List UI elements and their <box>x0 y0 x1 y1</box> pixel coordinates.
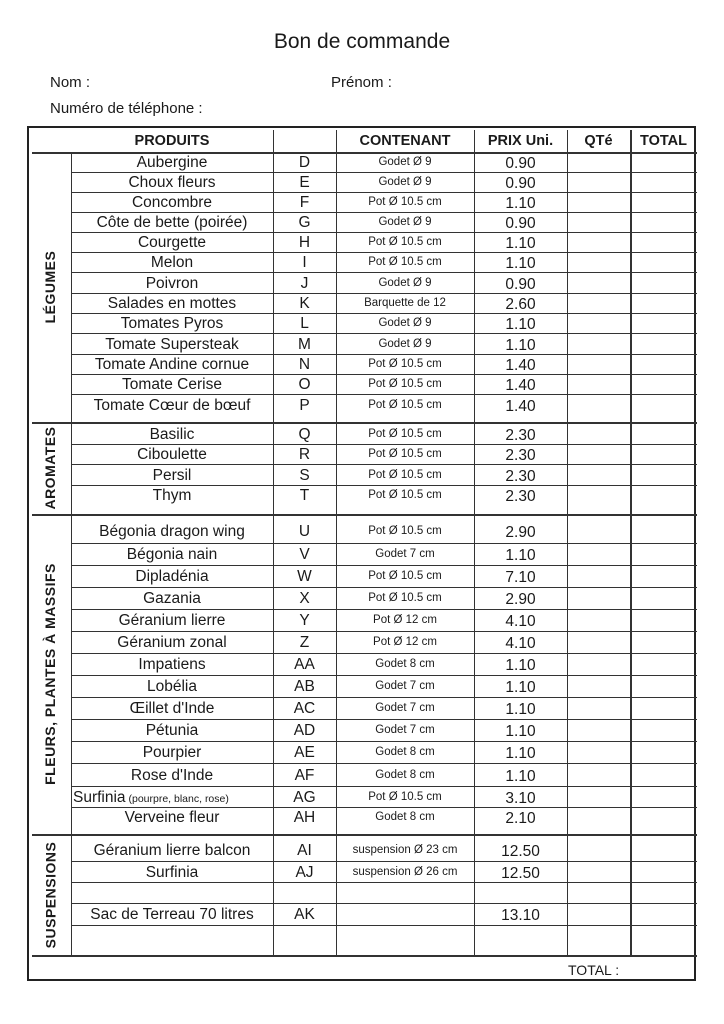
product-name: Lobélia <box>147 678 197 695</box>
container-type: Pot Ø 10.5 cm <box>368 790 442 803</box>
product-code: I <box>302 254 307 271</box>
unit-price: 0.90 <box>505 215 536 232</box>
container-type: Godet 7 cm <box>375 548 435 560</box>
container-type: suspension Ø 26 cm <box>352 865 458 878</box>
unit-price: 1.40 <box>505 357 536 374</box>
page-title: Bon de commande <box>273 30 451 53</box>
unit-price: 4.10 <box>505 635 536 652</box>
unit-price: 0.90 <box>505 275 536 293</box>
unit-price: 1.10 <box>505 723 536 740</box>
product-name: Persil <box>152 466 192 484</box>
product-name: Géranium zonal <box>117 634 227 651</box>
row-divider <box>71 252 697 253</box>
product-name: Thym <box>152 487 192 504</box>
product-code: AI <box>297 842 312 859</box>
container-type: Godet Ø 9 <box>378 317 432 329</box>
row-divider <box>71 543 697 544</box>
container-type: Pot Ø 10.5 cm <box>368 570 442 582</box>
product-name: Tomate Andine cornue <box>94 356 250 373</box>
unit-price: 1.10 <box>505 547 536 564</box>
product-name: Tomate Cœur de bœuf <box>93 396 251 414</box>
product-name: Poivron <box>145 274 199 292</box>
product-code: Y <box>299 612 310 629</box>
container-type: Pot Ø 10.5 cm <box>368 358 442 370</box>
row-divider <box>71 272 697 273</box>
row-divider <box>71 333 697 334</box>
column-divider <box>474 130 475 955</box>
row-divider <box>71 697 697 698</box>
unit-price: 1.10 <box>505 701 536 718</box>
container-type: Pot Ø 10.5 cm <box>368 592 442 604</box>
product-name: Dipladénia <box>135 568 209 585</box>
container-type: Pot Ø 10.5 cm <box>368 525 442 537</box>
unit-price: 2.30 <box>505 467 536 485</box>
product-name: Bégonia nain <box>126 546 218 563</box>
row-divider <box>71 485 697 486</box>
row-divider <box>71 925 697 926</box>
row-divider <box>71 675 697 676</box>
unit-price: 2.90 <box>505 591 536 608</box>
row-divider <box>71 653 697 654</box>
row-divider <box>71 565 697 566</box>
container-type: Godet 8 cm <box>375 746 435 758</box>
row-divider <box>71 807 697 808</box>
product-code: N <box>298 356 311 373</box>
container-type: Pot Ø 12 cm <box>373 614 437 626</box>
order-table <box>27 126 696 981</box>
product-code: P <box>299 396 310 414</box>
product-code: U <box>298 523 311 540</box>
product-code: AK <box>294 906 315 923</box>
container-type: Pot Ø 10.5 cm <box>368 428 442 440</box>
prenom-label: Prénom : <box>331 74 392 91</box>
product-name: Aubergine <box>136 154 208 171</box>
unit-price: 3.10 <box>505 789 536 807</box>
container-type: Godet 8 cm <box>375 768 435 781</box>
product-name: Pourpier <box>142 744 202 761</box>
product-name: Choux fleurs <box>128 174 216 191</box>
row-divider <box>71 172 697 173</box>
unit-price: 1.10 <box>505 255 536 272</box>
product-name: Rose d'Inde <box>130 766 214 784</box>
container-type: Godet Ø 9 <box>378 176 432 188</box>
product-name: Impatiens <box>138 656 206 673</box>
unit-price: 0.90 <box>505 175 536 192</box>
row-divider <box>71 212 697 213</box>
product-name: Surfinia <box>145 863 199 881</box>
category-label: AROMATES <box>42 426 58 510</box>
row-divider <box>32 514 697 516</box>
container-type: Godet 7 cm <box>375 680 435 692</box>
product-code: D <box>298 154 311 171</box>
container-type: Pot Ø 10.5 cm <box>368 398 442 411</box>
category-label: FLEURS, PLANTES À MASSIFS <box>42 563 58 785</box>
unit-price: 1.10 <box>505 657 536 674</box>
product-name: Tomates Pyros <box>120 315 224 332</box>
product-code: Q <box>298 426 311 443</box>
product-code: H <box>298 234 311 251</box>
row-divider <box>71 719 697 720</box>
product-name: Géranium lierre balcon <box>93 842 251 859</box>
product-code: E <box>299 174 310 191</box>
container-type: Pot Ø 10.5 cm <box>368 236 442 248</box>
product-code: AF <box>294 766 315 784</box>
product-code: AD <box>293 722 316 739</box>
product-code: AB <box>294 678 315 695</box>
row-divider <box>71 609 697 610</box>
unit-price: 1.40 <box>505 377 536 394</box>
unit-price: 2.30 <box>505 447 536 464</box>
unit-price: 1.10 <box>505 745 536 762</box>
unit-price: 1.40 <box>505 397 536 415</box>
product-code: Z <box>299 634 310 651</box>
row-divider <box>71 374 697 375</box>
product-code: AG <box>293 788 316 806</box>
unit-price: 13.10 <box>501 907 540 924</box>
product-name: Sac de Terreau 70 litres <box>90 906 254 923</box>
product-code: T <box>299 487 310 504</box>
unit-price: 2.90 <box>505 524 536 541</box>
product-code: M <box>298 335 311 353</box>
product-code: R <box>298 446 311 463</box>
row-divider <box>71 232 697 233</box>
row-divider <box>71 786 697 787</box>
column-divider <box>273 130 274 955</box>
product-code: AC <box>293 700 316 717</box>
row-divider <box>71 444 697 445</box>
product-name: Concombre <box>131 194 213 211</box>
unit-price: 7.10 <box>505 569 536 586</box>
product-name: Œillet d'Inde <box>129 700 215 717</box>
row-divider <box>32 834 697 836</box>
column-divider <box>567 130 568 955</box>
row-divider <box>71 903 697 904</box>
product-code: S <box>299 466 310 484</box>
container-type: Godet 7 cm <box>375 702 435 714</box>
container-type: suspension Ø 23 cm <box>352 844 458 856</box>
product-name: Verveine fleur <box>124 809 220 826</box>
unit-price: 12.50 <box>501 843 540 860</box>
unit-price: 1.10 <box>505 235 536 252</box>
row-divider <box>71 882 697 883</box>
container-type: Godet 8 cm <box>375 811 435 823</box>
grand-total-label: TOTAL : <box>568 962 620 978</box>
column-divider <box>336 130 337 955</box>
container-type: Godet Ø 9 <box>378 216 432 228</box>
product-name: Surfinia (pourpre, blanc, rose) <box>73 788 229 806</box>
product-code: AE <box>294 744 315 761</box>
phone-label: Numéro de téléphone : <box>50 100 203 117</box>
product-name: Gazania <box>143 590 201 607</box>
product-code: K <box>299 295 310 312</box>
product-code: L <box>300 315 309 332</box>
product-code: V <box>299 546 310 563</box>
product-name: Tomate Supersteak <box>105 335 239 353</box>
nom-label: Nom : <box>50 74 91 91</box>
container-type: Barquette de 12 <box>364 297 446 309</box>
container-type: Godet 7 cm <box>375 724 435 736</box>
unit-price: 2.30 <box>505 488 536 505</box>
row-divider <box>71 293 697 294</box>
unit-price: 1.10 <box>505 767 536 785</box>
column-header: PRODUITS <box>134 133 210 149</box>
product-code: AJ <box>295 863 314 881</box>
column-header: CONTENANT <box>359 133 451 149</box>
product-code: AH <box>293 809 316 826</box>
unit-price: 2.30 <box>505 427 536 444</box>
product-name: Ciboulette <box>137 446 207 463</box>
row-divider <box>71 763 697 764</box>
column-divider <box>71 152 72 955</box>
container-type: Pot Ø 10.5 cm <box>368 196 442 208</box>
column-header: PRIX Uni. <box>487 133 554 149</box>
product-name: Géranium lierre <box>118 612 226 629</box>
row-divider <box>71 741 697 742</box>
product-name: Salades en mottes <box>107 295 237 312</box>
unit-price: 1.10 <box>505 336 536 354</box>
container-type: Pot Ø 10.5 cm <box>368 378 442 390</box>
product-code: J <box>300 274 309 292</box>
container-type: Godet Ø 9 <box>378 156 432 168</box>
row-divider <box>71 313 697 314</box>
unit-price: 1.10 <box>505 316 536 333</box>
product-code: G <box>298 214 311 231</box>
row-divider <box>32 422 697 424</box>
category-label: LÉGUMES <box>42 250 58 324</box>
unit-price: 1.10 <box>505 679 536 696</box>
column-header: QTé <box>584 133 613 149</box>
container-type: Pot Ø 12 cm <box>373 636 437 648</box>
container-type: Godet Ø 9 <box>378 337 432 350</box>
row-divider <box>71 861 697 862</box>
product-code: W <box>297 568 312 585</box>
product-code: F <box>299 194 310 211</box>
column-header: TOTAL <box>640 133 687 149</box>
unit-price: 2.60 <box>505 296 536 313</box>
product-code: X <box>299 590 310 607</box>
product-code: O <box>298 376 311 393</box>
product-name: Basilic <box>149 426 195 443</box>
row-divider <box>71 192 697 193</box>
row-divider <box>32 955 697 957</box>
column-divider <box>630 130 632 955</box>
container-type: Godet 8 cm <box>375 658 435 670</box>
row-divider <box>32 152 697 154</box>
unit-price: 0.90 <box>505 155 536 172</box>
row-divider <box>71 354 697 355</box>
container-type: Godet Ø 9 <box>378 276 432 289</box>
product-name: Pétunia <box>145 722 199 739</box>
product-note: (pourpre, blanc, rose) <box>125 792 229 805</box>
product-name: Tomate Cerise <box>122 376 222 393</box>
product-name: Courgette <box>137 234 207 251</box>
container-type: Pot Ø 10.5 cm <box>368 448 442 460</box>
container-type: Pot Ø 10.5 cm <box>368 489 442 501</box>
container-type: Pot Ø 10.5 cm <box>368 468 442 481</box>
row-divider <box>71 394 697 395</box>
product-name: Melon <box>150 254 194 271</box>
unit-price: 2.10 <box>505 810 536 827</box>
unit-price: 4.10 <box>505 613 536 630</box>
row-divider <box>71 464 697 465</box>
container-type: Pot Ø 10.5 cm <box>368 256 442 268</box>
row-divider <box>71 587 697 588</box>
unit-price: 12.50 <box>501 864 540 882</box>
unit-price: 1.10 <box>505 195 536 212</box>
product-code: AA <box>294 656 315 673</box>
row-divider <box>71 631 697 632</box>
product-name: Bégonia dragon wing <box>99 523 245 540</box>
product-name: Côte de bette (poirée) <box>96 214 248 231</box>
category-label: SUSPENSIONS <box>42 841 58 948</box>
